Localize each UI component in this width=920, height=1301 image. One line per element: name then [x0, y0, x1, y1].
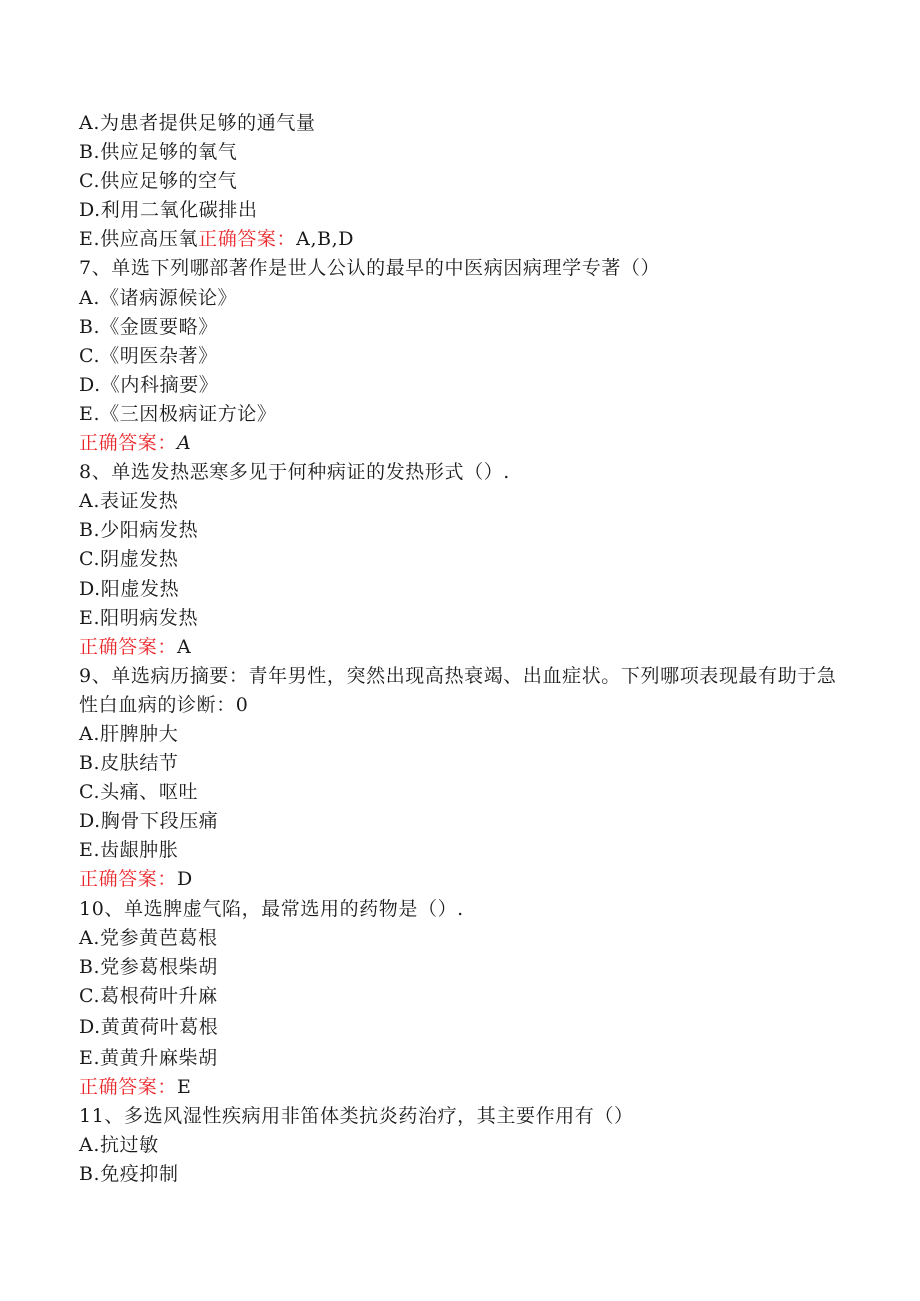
question-stem: 8、单选发热恶寒多见于何种病证的发热形式（）. [79, 461, 510, 484]
option-c: C.阴虚发热 [79, 548, 179, 571]
answer-label: 正确答案： [198, 228, 297, 251]
answer-value: D [177, 868, 193, 891]
question-8 [79, 458, 839, 662]
question-11 [79, 1102, 839, 1189]
question-7 [79, 254, 839, 458]
option-a: A.抗过敏 [79, 1134, 159, 1157]
option-b: B.《金匮要略》 [79, 315, 218, 338]
answer-line [79, 1073, 839, 1102]
option-b: B.免疫抑制 [79, 1163, 179, 1186]
question-stem: 7、单选下列哪部著作是世人公认的最早的中医病因病理学专著（） [79, 257, 661, 280]
option-e: E.黄黄升麻柴胡 [79, 1047, 218, 1069]
option-a: A.《诸病源候论》 [79, 286, 238, 309]
option-c: C.供应足够的空气 [79, 170, 238, 193]
option-b: B.供应足够的氧气 [79, 141, 238, 164]
option-b: B.党参葛根柴胡 [79, 955, 218, 978]
question-9 [79, 662, 839, 895]
option-c: C.葛根荷叶升麻 [79, 984, 218, 1007]
question-10 [79, 895, 839, 1103]
option-a: A.为患者提供足够的通气量 [79, 112, 316, 134]
option-d: D.胸骨下段压痛 [79, 810, 219, 833]
answer-value: A [177, 635, 192, 658]
option-e: E.阳明病发热 [79, 606, 199, 629]
option-a: A.肝脾肿大 [79, 722, 179, 745]
answer-label: 正确答案： [79, 1076, 178, 1099]
option-d: D.阳虚发热 [79, 577, 180, 600]
option-d: D.《内科摘要》 [79, 373, 219, 396]
option-a: A.表证发热 [79, 490, 179, 513]
answer-value: A [177, 432, 192, 455]
question-stem: 10、单选脾虚气陷，最常选用的药物是（）. [79, 897, 464, 920]
option-a: A.党参黄芭葛根 [79, 926, 218, 949]
question-6 [79, 109, 839, 254]
answer-label: 正确答案： [79, 868, 178, 891]
option-c: C.《明医杂著》 [79, 344, 218, 367]
answer-line [79, 865, 839, 894]
question-stem: 11、多选风湿性疾病用非笛体类抗炎药治疗，其主要作用有（） [79, 1105, 634, 1128]
answer-label: 正确答案： [79, 635, 178, 658]
answer-value: A,B,D [296, 228, 355, 251]
option-e-with-answer [79, 225, 839, 254]
option-c: C.头痛、呕吐 [79, 781, 199, 804]
option-b: B.皮肤结节 [79, 752, 179, 775]
option-e: E.齿龈肿胀 [79, 839, 179, 862]
option-d: D.黄黄荷叶葛根 [79, 1015, 219, 1038]
answer-line [79, 633, 839, 662]
option-d: D.利用二氧化碳排出 [79, 199, 258, 222]
answer-value: E [177, 1076, 192, 1099]
question-list [79, 109, 839, 1189]
answer-label: 正确答案： [79, 432, 178, 455]
question-stem: 9、单选病历摘要：青年男性，突然出现高热衰竭、出血症状。下列哪项表现最有助于急性白血病的诊断：0 [79, 664, 837, 716]
answer-line [79, 429, 839, 458]
option-e: E.《三因极病证方论》 [79, 402, 277, 425]
option-b: B.少阳病发热 [79, 519, 199, 542]
option-e: E.供应高压氧 [79, 228, 199, 251]
